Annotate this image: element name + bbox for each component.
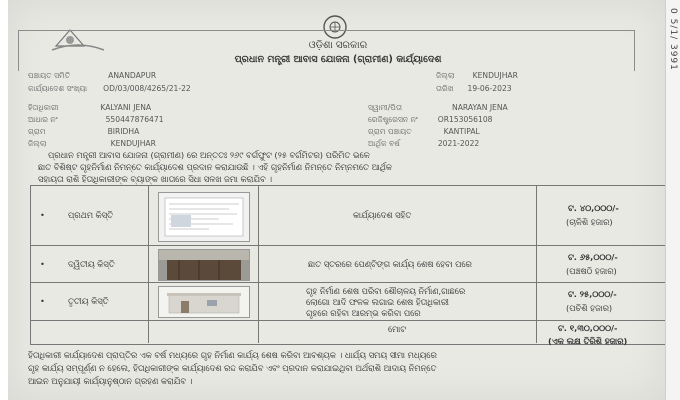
info-right-3: ରେଜିଷ୍ଟ୍ରେସନ ନଂ OR153056108 <box>368 115 493 124</box>
info-right-4: ଗ୍ରାମ ପଞ୍ଚାୟତ KANTIPAL <box>368 127 480 136</box>
installment-2-name: ଦ୍ୱିତୀୟ କିସ୍ତି <box>68 259 115 269</box>
bullet: • <box>40 210 45 220</box>
installment-3-amount: ଟ. ୨୫,୦୦୦/- <box>568 289 617 299</box>
table-divider <box>30 282 666 283</box>
house-photo <box>158 286 250 318</box>
installment-3-amount-words: (ପଚିଶି ହଜାର) <box>566 303 613 313</box>
info-right-0: ଜିଲ୍ଲା KENDUJHAR <box>436 71 518 80</box>
info-left-5: ଜିଲ୍ଲା KENDUJHAR <box>28 139 156 148</box>
info-right-2: ସ୍ୱାମୀ/ପିତା NARAYAN JENA <box>368 103 508 112</box>
info-right-1: ତାରିଖ 19-06-2023 <box>436 84 512 93</box>
installment-1-amount: ଟ. ୪୦,୦୦୦/- <box>568 203 619 213</box>
footer-line-2: ଗୃହ କାର୍ଯ୍ୟ ସମ୍ପୂର୍ଣ୍ଣ ନ ହେଲେ, ହିତାଧିକାରୀଙ୍କ କାର୍ଯ୍ୟାଦେଶ ରଦ୍ଦ କରାଯିବ ଏବଂ ପ୍ରଦାନ କରାଯାଇଥିବା ଅର୍ଥରାଶି ଆଦାୟ ନିମନ୍ତେ <box>28 363 437 373</box>
total-amount-words: (ଏକ ଲକ୍ଷ ତିରିଶି ହଜାର) <box>548 336 628 346</box>
side-annotation: 0 5/1/ 3991 <box>668 8 678 71</box>
installment-3-condition-3: ଗୃହରେ ରହିବା ଆରମ୍ଭ କରିବା ପରେ <box>306 308 421 318</box>
table-divider <box>30 245 666 246</box>
installment-1-condition: କାର୍ଯ୍ୟାଦେଶ ସହିତ <box>353 210 412 220</box>
total-label: ମୋଟ <box>388 324 407 334</box>
installment-3-condition-2: ଲୋଗୋ ଆଦି ଫଳକ ଲଗାଇ ଶେଷ ହିତାଧିକାରୀ <box>306 297 449 307</box>
installment-2-amount: ଟ. ୬୫,୦୦୦/- <box>568 252 618 262</box>
roof-photo <box>158 249 250 281</box>
bullet: • <box>40 296 45 306</box>
document-photo <box>158 192 250 242</box>
info-left-1: କାର୍ଯ୍ୟାଦେଶ ସଂଖ୍ୟା OD/03/008/4265/21-22 <box>28 84 191 93</box>
page-edge <box>665 0 680 400</box>
info-left-4: ଗ୍ରାମ BIRIDHA <box>28 127 140 136</box>
info-left-0: ପଞ୍ଚାୟତ ସମିତି ANANDAPUR <box>28 71 157 80</box>
info-left-3: ଆଧାର ନଂ 550447876471 <box>28 115 164 124</box>
paragraph-line-1: ପ୍ରଧାନ ମନ୍ତ୍ରୀ ଆବାସ ଯୋଜନା (ଗ୍ରାମୀଣ) ରେ ଅନ୍ତତଃ ୨୬୯ ବର୍ଗଫୁଟ (୨୫ ବର୍ଗମିଟର) ପରିମିତ ଭଳେ <box>48 150 370 160</box>
installment-2-condition: ଛାତ ସ୍ତରରେ ପେଣ୍ଟିଙ୍ଗ କାର୍ଯ୍ୟ ଶେଷ ହେବା ପରେ <box>308 259 472 269</box>
installment-2-amount-words: (ପଞ୍ଚଷଠି ହଜାର) <box>566 266 617 276</box>
footer-line-3: ଆଇନ ଅନୁଯାୟୀ କାର୍ଯ୍ୟାନୁଷ୍ଠାନ ଗ୍ରହଣ କରାଯିବ । <box>28 376 193 386</box>
installment-3-condition-1: ଗୃହ ନିର୍ମାଣ ଶେଷ ପରିବା ଶୌଚାଳୟ ନିର୍ମାଣ,ଗାଛରେ <box>306 286 466 296</box>
info-right-5: ଆର୍ଥିକ ବର୍ଷ 2021-2022 <box>368 139 480 148</box>
bullet: • <box>40 259 45 269</box>
government-title: ଓଡ଼ିଶା ସରକାର <box>308 40 368 51</box>
footer-line-1: ହିତାଧିକାରୀ କାର୍ଯ୍ୟାଦେଶ ପ୍ରାପ୍ତିର ଏକ ବର୍ଷ ମଧ୍ୟରେ ଗୃହ ନିର୍ମାଣ କାର୍ଯ୍ୟ ଶେଷ କରିବା ଆବଶ୍ୟକ । ଧାର୍ଯ୍ୟ ସମୟ ସୀମା ମଧ୍ୟରେ <box>28 350 437 360</box>
document-title: ପ୍ରଧାନ ମନ୍ତ୍ରୀ ଆବାସ ଯୋଜନା (ଗ୍ରାମୀଣ) କାର୍ଯ୍ୟାଦେଶ <box>234 54 442 65</box>
work-order-document <box>8 0 666 400</box>
installment-3-name: ତୃତୀୟ କିସ୍ତି <box>68 296 109 306</box>
info-left-2: ହିତାଧିକାରୀ KALYANI JENA <box>28 103 152 112</box>
paragraph-line-3: ସହାୟତା ରାଶି ହିତାଧିକାରୀଙ୍କ ବ୍ୟାଙ୍କ ଖାତାରେ ସିଧା ସଳଖ ଜମା କରାଯିବ । <box>38 174 272 184</box>
installment-1-name: ପ୍ରଥମ କିସ୍ତି <box>68 210 114 220</box>
table-divider <box>30 320 666 321</box>
installment-1-amount-words: (ଚାଳିଶି ହଜାର) <box>566 217 613 227</box>
paragraph-line-2: ଛାତ ବିଶିଷ୍ଟ ଗୃହନିର୍ମାଣ ନିମନ୍ତେ କାର୍ଯ୍ୟାଦେଶ ପ୍ରଦାନ କରାଯାଉଛି । ଏହି ଗୃହନିର୍ମାଣ ନିମନ୍ତେ ନିମ୍ନମତେ ଆର୍ଥିକ <box>38 162 392 172</box>
total-amount: ଟ. ୧,୩୦,୦୦୦/- <box>558 323 618 333</box>
